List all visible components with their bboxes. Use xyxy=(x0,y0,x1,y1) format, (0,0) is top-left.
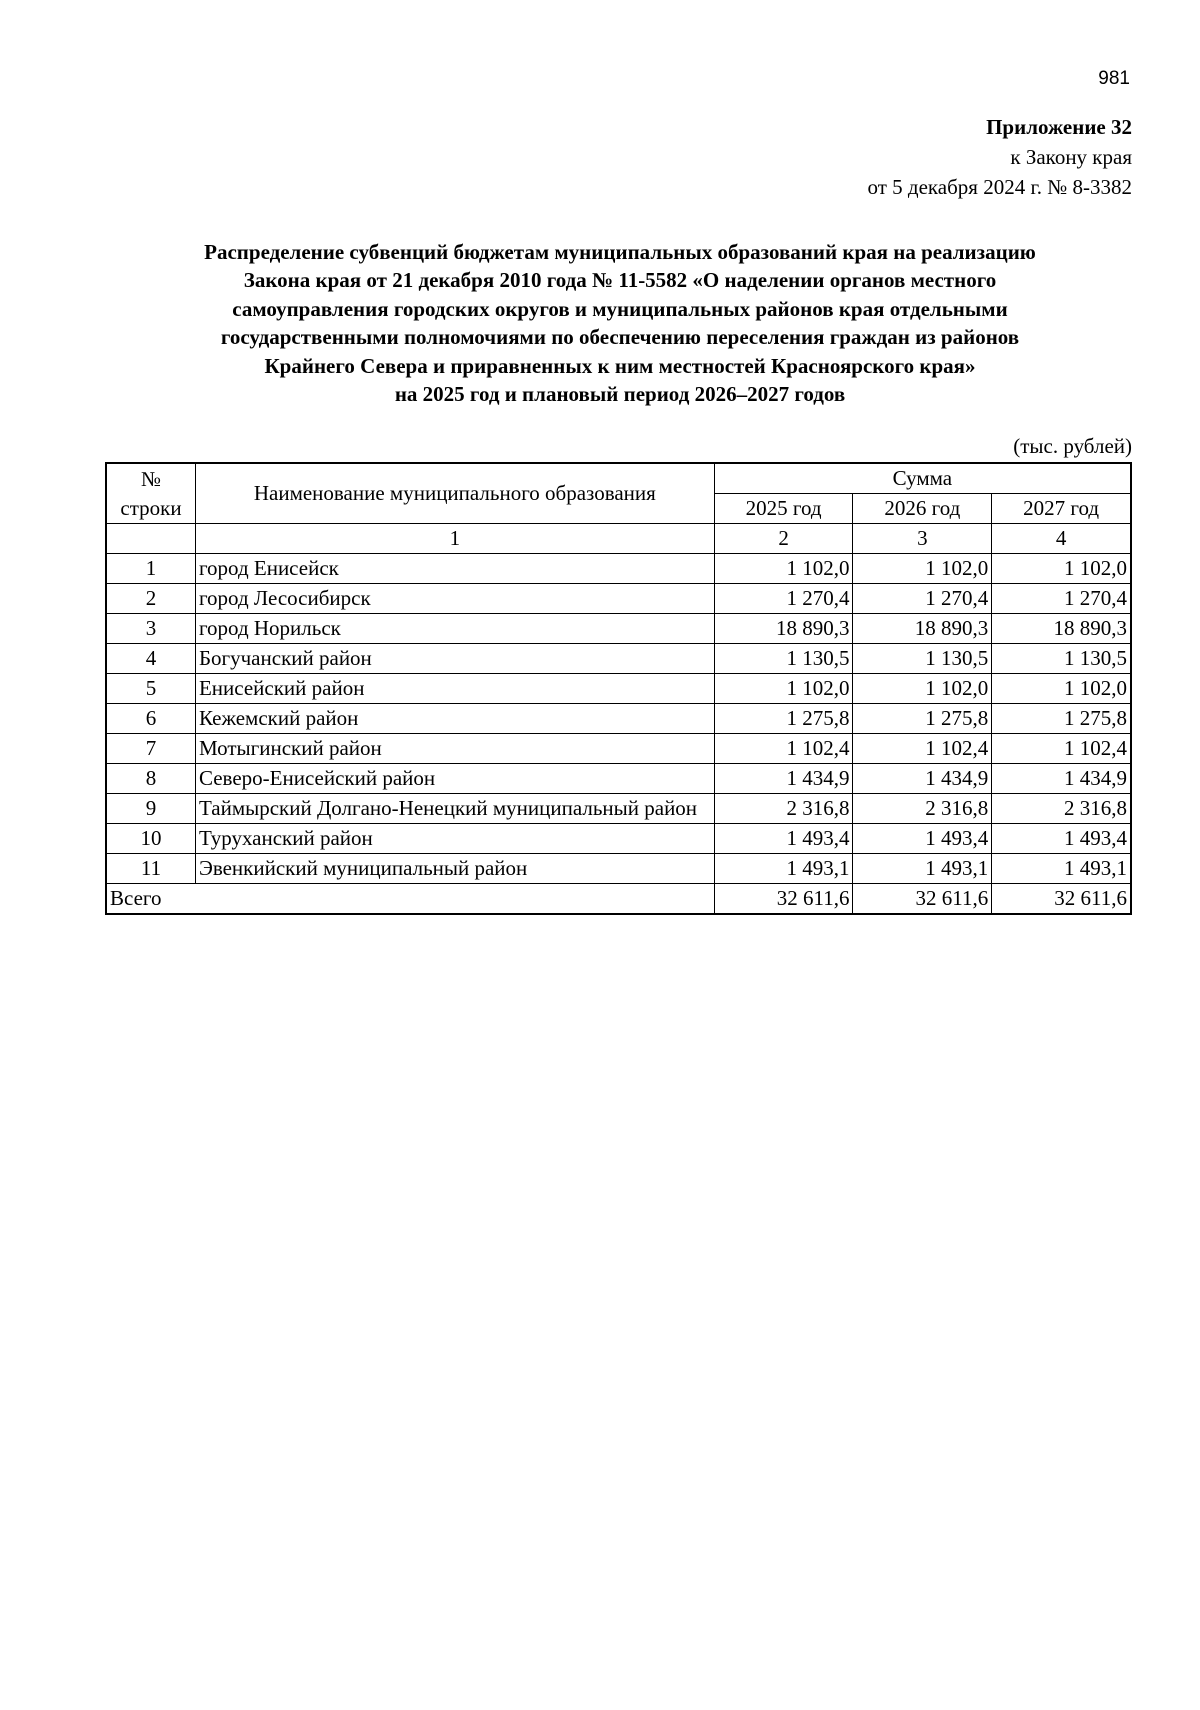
appendix-block xyxy=(868,112,1132,202)
row-number: 1 xyxy=(106,554,195,584)
appendix-law-ref: к Закону края xyxy=(1010,145,1132,169)
title-line: самоуправления городских округов и муниципальных районов края отдельными xyxy=(232,296,1008,321)
header-year-2025: 2025 год xyxy=(714,494,853,524)
table-row xyxy=(106,824,1131,854)
municipality-name: Таймырский Долгано-Ненецкий муниципальный район xyxy=(195,794,714,824)
row-number: 2 xyxy=(106,584,195,614)
municipality-name: Северо-Енисейский район xyxy=(195,764,714,794)
value-2025: 1 130,5 xyxy=(714,644,853,674)
row-number: 6 xyxy=(106,704,195,734)
value-2027: 1 493,4 xyxy=(992,824,1131,854)
value-2025: 1 434,9 xyxy=(714,764,853,794)
value-2025: 1 102,0 xyxy=(714,674,853,704)
value-2027: 1 270,4 xyxy=(992,584,1131,614)
row-number: 5 xyxy=(106,674,195,704)
total-row xyxy=(106,884,1131,915)
value-2027: 1 130,5 xyxy=(992,644,1131,674)
value-2025: 1 493,1 xyxy=(714,854,853,884)
value-2027: 1 102,4 xyxy=(992,734,1131,764)
header-year-2026: 2026 год xyxy=(853,494,992,524)
table-row xyxy=(106,704,1131,734)
title-line: Крайнего Севера и приравненных к ним местностей Красноярского края» xyxy=(264,353,976,378)
table-row xyxy=(106,854,1131,884)
value-2025: 1 270,4 xyxy=(714,584,853,614)
municipality-name: город Норильск xyxy=(195,614,714,644)
value-2026: 1 102,0 xyxy=(853,554,992,584)
table-row xyxy=(106,554,1131,584)
row-number: 7 xyxy=(106,734,195,764)
title-line: Закона края от 21 декабря 2010 года № 11-5582 «О наделении органов местного xyxy=(243,268,997,293)
table-row xyxy=(106,764,1131,794)
row-number: 8 xyxy=(106,764,195,794)
appendix-date: от 5 декабря 2024 г. № 8-3382 xyxy=(867,175,1132,199)
table-row xyxy=(106,584,1131,614)
column-number: 1 xyxy=(195,524,714,554)
header-year-2027: 2027 год xyxy=(992,494,1131,524)
total-2027: 32 611,6 xyxy=(992,884,1131,915)
value-2026: 2 316,8 xyxy=(853,794,992,824)
row-number: 10 xyxy=(106,824,195,854)
municipality-name: Мотыгинский район xyxy=(195,734,714,764)
table-row xyxy=(106,674,1131,704)
table-row xyxy=(106,734,1131,764)
title-line: Распределение субвенций бюджетам муниципальных образований края на реализацию xyxy=(204,240,1036,264)
value-2027: 1 434,9 xyxy=(992,764,1131,794)
value-2026: 1 493,1 xyxy=(853,854,992,884)
value-2027: 1 102,0 xyxy=(992,554,1131,584)
header-num-symbol: № xyxy=(140,466,161,491)
value-2026: 18 890,3 xyxy=(853,614,992,644)
column-number: 4 xyxy=(992,524,1131,554)
municipality-name: Эвенкийский муниципальный район xyxy=(195,854,714,884)
value-2026: 1 270,4 xyxy=(853,584,992,614)
municipality-name: город Енисейск xyxy=(195,554,714,584)
value-2025: 1 102,0 xyxy=(714,554,853,584)
value-2026: 1 275,8 xyxy=(853,704,992,734)
value-2025: 18 890,3 xyxy=(714,614,853,644)
value-2026: 1 102,0 xyxy=(853,674,992,704)
header-row xyxy=(106,463,1131,494)
column-number: 3 xyxy=(853,524,992,554)
page-number: 981 xyxy=(1098,68,1130,89)
municipality-name: Туруханский район xyxy=(195,824,714,854)
row-number: 11 xyxy=(106,854,195,884)
column-numbers-row xyxy=(106,524,1131,554)
header-sum: Сумма xyxy=(714,463,1131,494)
municipality-name: город Лесосибирск xyxy=(195,584,714,614)
total-2026: 32 611,6 xyxy=(853,884,992,915)
table-row xyxy=(106,794,1131,824)
row-number: 3 xyxy=(106,614,195,644)
value-2025: 1 275,8 xyxy=(714,704,853,734)
value-2027: 1 493,1 xyxy=(992,854,1131,884)
document-title xyxy=(100,238,1140,408)
value-2025: 2 316,8 xyxy=(714,794,853,824)
value-2026: 1 130,5 xyxy=(853,644,992,674)
value-2027: 1 275,8 xyxy=(992,704,1131,734)
total-2025: 32 611,6 xyxy=(714,884,853,915)
row-number: 9 xyxy=(106,794,195,824)
value-2027: 2 316,8 xyxy=(992,794,1131,824)
municipality-name: Богучанский район xyxy=(195,644,714,674)
title-line: государственными полномочиями по обеспечению переселения граждан из районов xyxy=(220,325,1020,350)
header-num-label: строки xyxy=(120,495,182,520)
value-2026: 1 102,4 xyxy=(853,734,992,764)
title-line: на 2025 год и плановый период 2026–2027 годов xyxy=(394,382,846,407)
units-label: (тыс. рублей) xyxy=(1013,434,1132,458)
municipality-name: Кежемский район xyxy=(195,704,714,734)
value-2027: 18 890,3 xyxy=(992,614,1131,644)
value-2025: 1 102,4 xyxy=(714,734,853,764)
value-2025: 1 493,4 xyxy=(714,824,853,854)
value-2027: 1 102,0 xyxy=(992,674,1131,704)
appendix-title: Приложение 32 xyxy=(986,115,1132,139)
total-label: Всего xyxy=(106,884,714,915)
header-row-number xyxy=(106,463,195,524)
municipality-name: Енисейский район xyxy=(195,674,714,704)
row-number: 4 xyxy=(106,644,195,674)
column-number-empty xyxy=(106,524,195,554)
header-name: Наименование муниципального образования xyxy=(195,463,714,524)
value-2026: 1 434,9 xyxy=(853,764,992,794)
column-number: 2 xyxy=(714,524,853,554)
table-row xyxy=(106,614,1131,644)
table-row xyxy=(106,644,1131,674)
value-2026: 1 493,4 xyxy=(853,824,992,854)
subventions-table xyxy=(105,462,1132,915)
